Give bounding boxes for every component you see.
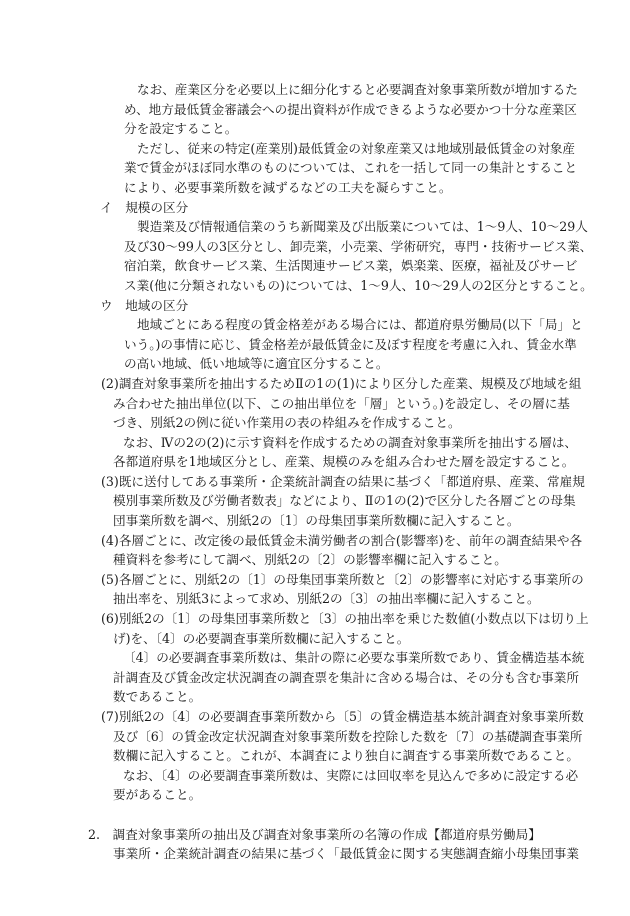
text-line: ただし、従来の特定(産業別)最低賃金の対象産業又は地域別最低賃金の対象産 bbox=[137, 140, 576, 156]
blank-line bbox=[0, 805, 630, 825]
text-line: 計調査及び賃金改定状況調査の調査票を集計に含める場合は、その分も含む事業所 bbox=[113, 669, 579, 685]
text-line: 数欄に記入すること。これが、本調査により独自に調査する事業所数であること。 bbox=[113, 748, 579, 764]
text-line: (7)別紙2の〔4〕の必要調査事業所数から〔5〕の賃金構造基本統計調査対象事業所数 bbox=[101, 709, 584, 724]
text-line: 宿泊業，飲食サービス業、生活関連サービス業，娯楽業、医療，福祉及びサービ bbox=[124, 258, 578, 274]
text-line: げ)を、〔4〕の必要調査事業所数欄に記入すること。 bbox=[113, 630, 410, 646]
text-line: 事業所・企業統計調査の結果に基づく「最低賃金に関する実態調査縮小母集団事業 bbox=[113, 846, 579, 862]
text-line: み合わせた抽出単位(以下、この抽出単位を「層」という。)を設定し、その層に基 bbox=[113, 395, 570, 411]
text-line: 業で賃金がほぼ同水準のものについては、これを一括して同一の集計とすること bbox=[124, 160, 578, 176]
text-line: (3)既に送付してある事業所・企業統計調査の結果に基づく「都道府県、産業、常雇規 bbox=[101, 473, 585, 489]
subsection-heading: イ 規模の区分 bbox=[100, 199, 189, 215]
text-line: 及び30～99人の3区分とし、卸売業，小売業、学術研究，専門・技術サービス業、 bbox=[124, 238, 593, 254]
text-line: づき、別紙2の例に従い作業用の表の枠組みを作成すること。 bbox=[113, 415, 461, 431]
text-line: 種資料を参考にして調べ、別紙2の〔2〕の影響率欄に記入すること。 bbox=[113, 552, 507, 568]
text-line: ス業(他に分類されないもの)については、1～9人、10～29人の2区分とすること。 bbox=[124, 277, 593, 293]
text-line: (4)各層ごとに、改定後の最低賃金未満労働者の割合(影響率)を、前年の調査結果や各 bbox=[101, 532, 583, 548]
text-line: め、地方最低賃金審議会への提出資料が作成できるような必要かつ十分な産業区 bbox=[124, 101, 577, 117]
text-line: なお、産業区分を必要以上に細分化すると必要調査対象事業所数が増加するた bbox=[137, 82, 578, 97]
text-line: いう。)の事情に応じ、賃金格差が最低賃金に及ぼす程度を考慮に入れ、賃金水準 bbox=[124, 336, 577, 352]
subsection-heading: ウ 地域の区分 bbox=[100, 297, 189, 313]
text-line: 地域ごとにある程度の賃金格差がある場合には、都道府県労働局(以下「局」と bbox=[137, 317, 583, 333]
text-line: なお、〔4〕の必要調査事業所数は、実際には回収率を見込んで多めに設定する必 bbox=[123, 767, 579, 783]
text-line: なお、Ⅳの2の(2)に示す資料を作成するための調査対象事業所を抽出する層は、 bbox=[123, 434, 578, 450]
text-line: 抽出率を、別紙3によって求め、別紙2の〔3〕の抽出率欄に記入すること。 bbox=[113, 591, 540, 607]
section-heading: 2. 調査対象事業所の抽出及び調査対象事業所の名簿の作成【都道府県労働局】 bbox=[88, 826, 541, 842]
text-line: 要があること。 bbox=[113, 787, 202, 803]
text-line: 数であること。 bbox=[113, 689, 202, 705]
text-line: 製造業及び情報通信業のうち新聞業及び出版業については、1～9人、10～29人 bbox=[137, 219, 588, 235]
document-body bbox=[0, 80, 630, 864]
text-line: により、必要事業所数を減ずるなどの工夫を凝らすこと。 bbox=[124, 179, 452, 195]
text-line: 及び〔6〕の賃金改定状況調査対象事業所数を控除した数を〔7〕の基礎調査事業所 bbox=[113, 728, 583, 744]
text-line: 〔4〕の必要調査事業所数は、集計の際に必要な事業所数であり、賃金構造基本統 bbox=[123, 650, 585, 666]
text-line: 各都道府県を1地域区分とし、産業、規模のみを組み合わせた層を設定すること。 bbox=[113, 454, 575, 470]
text-line: (5)各層ごとに、別紙2の〔1〕の母集団事業所数と〔2〕の影響率に対応する事業所の bbox=[101, 571, 584, 587]
text-line: 模別事業所数及び労働者数表」などにより、Ⅱの1の(2)で区分した各層ごとの母集 bbox=[113, 493, 576, 509]
text-line: (6)別紙2の〔1〕の母集団事業所数と〔3〕の抽出率を乗じた数値(小数点以下は切り上 bbox=[101, 611, 589, 627]
text-line: 団事業所数を調べ、別紙2の〔1〕の母集団事業所数欄に記入すること。 bbox=[113, 513, 520, 529]
text-line: の高い地域、低い地域等に適宜区分すること。 bbox=[124, 356, 389, 372]
text-line: 分を設定すること。 bbox=[124, 121, 238, 137]
text-line: (2)調査対象事業所を抽出するためⅡの1の(1)により区分した産業、規模及び地域を組 bbox=[101, 375, 582, 391]
